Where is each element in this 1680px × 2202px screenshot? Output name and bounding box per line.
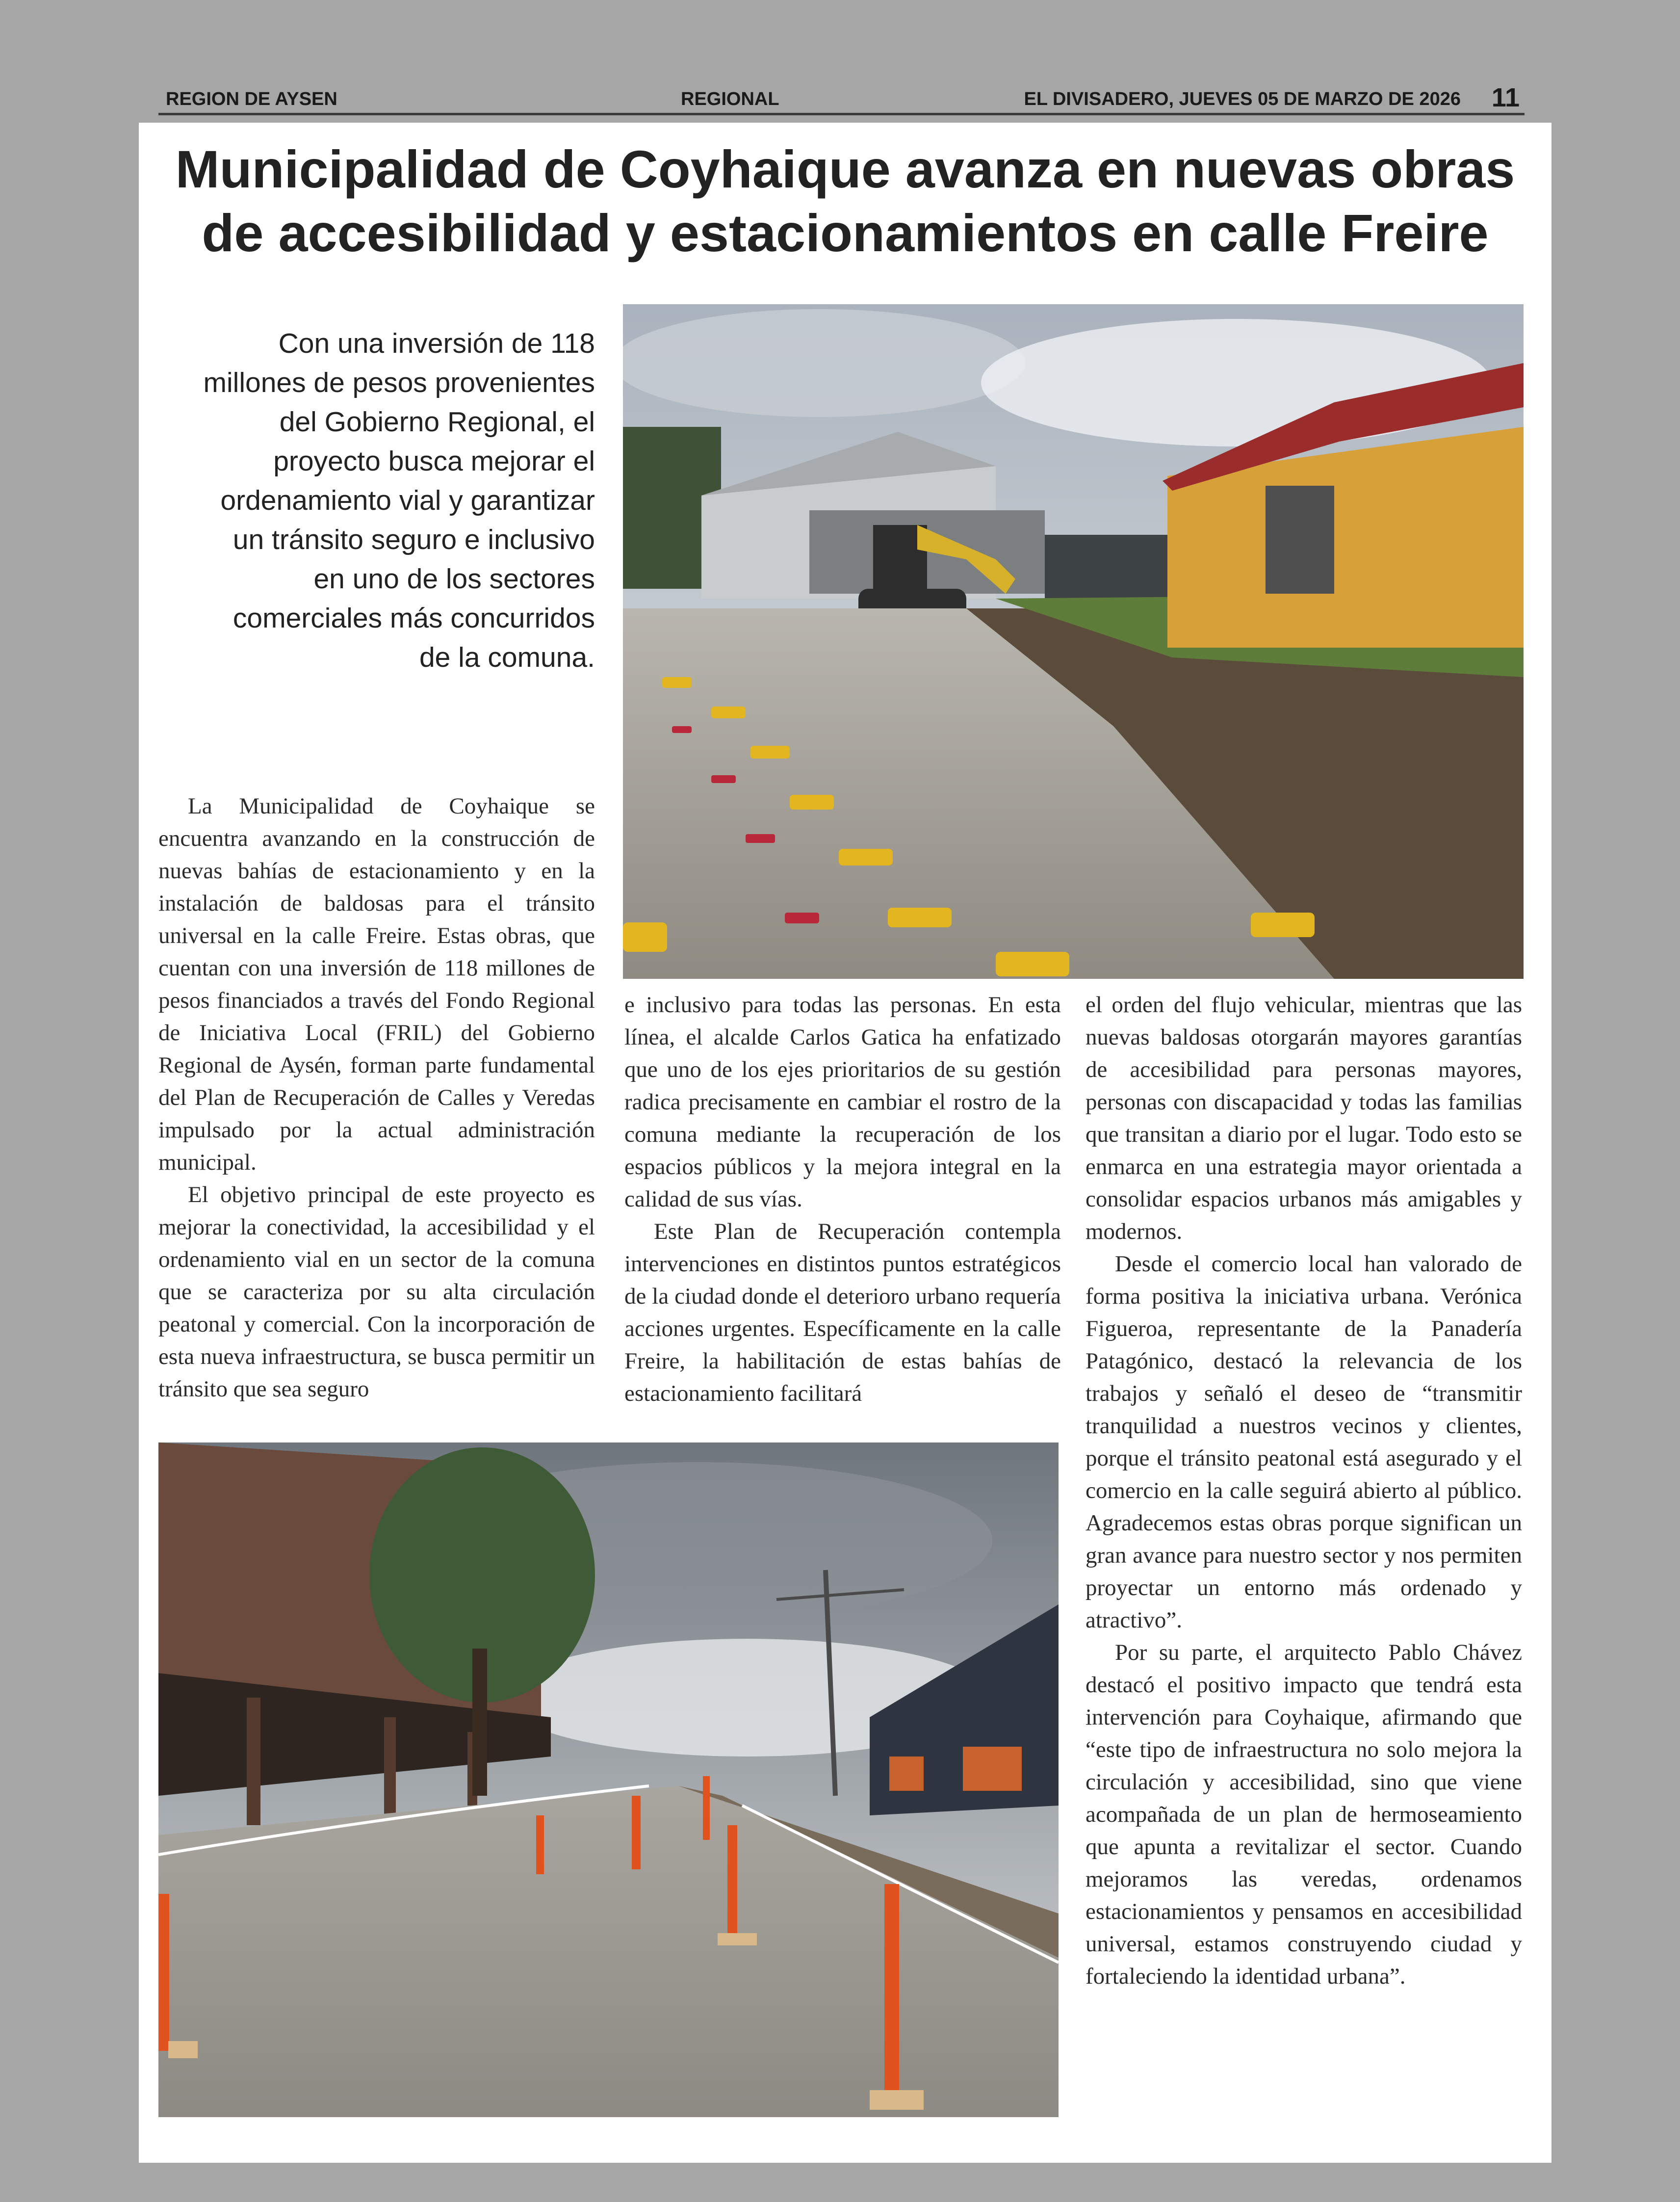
lead-line: ordenamiento vial y garantizar — [220, 485, 595, 516]
paragraph: Desde el comercio local han valorado de forma positiva la iniciativa urbana. Verónica Figueroa, representante de la Panadería Patagónico, destacó la relevancia de los trabajos y señaló el deseo de “transmitir tranquilidad a nuestros vecinos y clientes, porque el tránsito peatonal está asegurado y el comercio en la calle seguirá abierto al público. Agradecemos estas obras porque significan un gran avance para nuestro sector y nos permiten proyectar un entorno más ordenado y atractivo”. — [1086, 1251, 1522, 1633]
lead-line: proyecto busca mejorar el — [273, 446, 595, 477]
section-category: REGIONAL — [681, 89, 779, 109]
lead-line: millones de pesos provenientes — [203, 367, 595, 398]
headline-line: Municipalidad de Coyhaique avanza en nuevas obras — [175, 139, 1515, 199]
newspaper-page — [139, 123, 1551, 2163]
paragraph: La Municipalidad de Coyhaique se encuentra avanzando en la construcción de nuevas bahías de estacionamiento y en la instalación de baldosas para el tránsito universal en la calle Freire. Estas obras, que cuentan con una inversión de 118 millones de pesos financiados a través del Fondo Regional de Iniciativa Local (FRIL) del Gobierno Regional de Aysén, forman parte fundamental del Plan de Recuperación de Calles y Veredas impulsado por la actual administración municipal. — [158, 793, 595, 1175]
lead-line: un tránsito seguro e inclusivo — [233, 524, 595, 555]
page-number: 11 — [1491, 83, 1520, 112]
paragraph: e inclusivo para todas las personas. En esta línea, el alcalde Carlos Gatica ha enfatizado que uno de los ejes prioritarios de su gestión radica precisamente en cambiar el rostro de la comuna mediante la recuperación de los espacios públicos y la mejora integral en la calidad de sus vías. — [624, 992, 1061, 1212]
page-header — [158, 82, 1525, 115]
dateline: EL DIVISADERO, JUEVES 05 DE MARZO DE 2026 — [1024, 89, 1461, 109]
paragraph: el orden del flujo vehicular, mientras que las nuevas baldosas otorgarán mayores garantías de accesibilidad para personas mayores, personas con discapacidad y todas las familias que transitan a diario por el lugar. Todo esto se enmarca en una estrategia mayor orientada a consolidar espacios urbanos más amigables y modernos. — [1086, 992, 1522, 1244]
article-column-3 — [1086, 989, 1522, 1992]
article-lead — [158, 324, 595, 677]
paragraph: El objetivo principal de este proyecto es mejorar la conectividad, la accesibilidad y el ordenamiento vial en un sector de la comuna que se caracteriza por su alta circulación peatonal y comercial. Con la incorporación de esta nueva infraestructura, se busca permitir un tránsito que sea seguro — [158, 1182, 595, 1402]
lead-line: de la comuna. — [419, 642, 595, 673]
article-column-1 — [158, 790, 595, 1405]
lead-line: Con una inversión de 118 — [278, 328, 595, 359]
lead-line: en uno de los sectores — [313, 563, 595, 595]
paragraph: Este Plan de Recuperación contempla intervenciones en distintos puntos estratégicos de la ciudad donde el deterioro urbano requería acciones urgentes. Específicamente en la calle Freire, la habilitación de estas bahías de estacionamiento facilitará — [624, 1219, 1061, 1406]
article-headline — [139, 137, 1551, 265]
article-column-2 — [624, 989, 1061, 1410]
lead-line: del Gobierno Regional, el — [279, 406, 595, 438]
paragraph: Por su parte, el arquitecto Pablo Chávez destacó el positivo impacto que tendrá esta intervención para Coyhaique, afirmando que “este tipo de infraestructura no solo mejora la circulación y accesibilidad, sino que viene acompañada de un plan de hermoseamiento que apunta a revitalizar el sector. Cuando mejoramos las veredas, ordenamos estacionamientos y pensamos en accesibilidad universal, estamos construyendo ciudad y fortaleciendo la identidad urbana”. — [1086, 1640, 1522, 1989]
photo-excavator-street-works — [623, 304, 1524, 979]
photo-street-bollards — [158, 1442, 1059, 2117]
section-label: REGION DE AYSEN — [166, 89, 337, 109]
lead-line: comerciales más concurridos — [233, 603, 595, 634]
headline-line: de accesibilidad y estacionamientos en calle Freire — [202, 203, 1489, 262]
